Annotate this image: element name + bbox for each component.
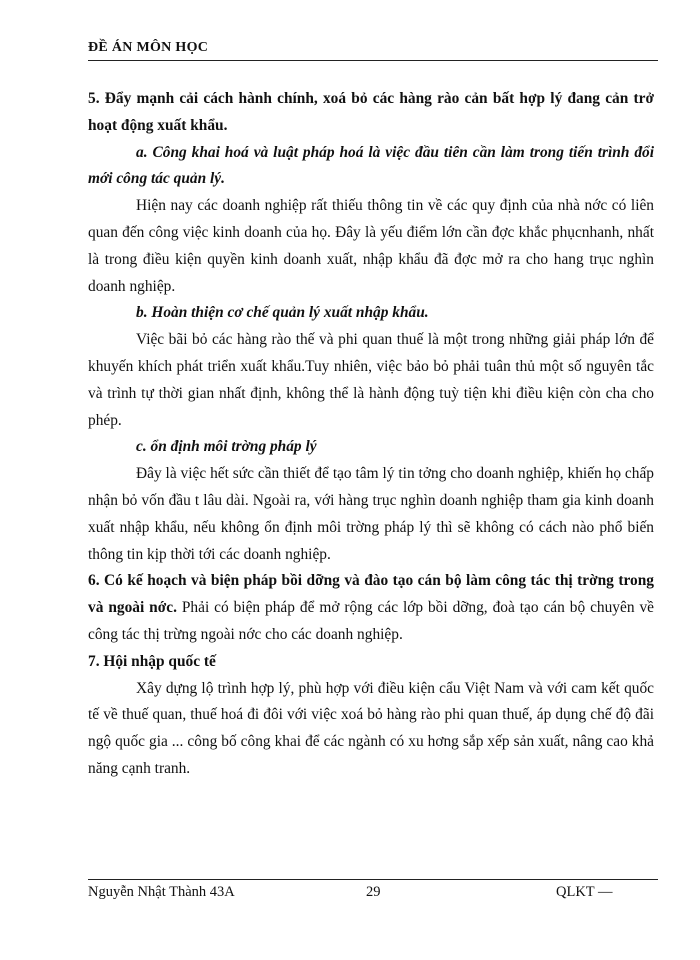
section-7-heading: 7. Hội nhập quốc tế xyxy=(88,652,216,670)
section-5c-heading: c. ổn định môi trờng pháp lý xyxy=(136,438,317,456)
section-5b-paragraph: Việc bãi bỏ các hàng rào thế và phi quan thuế là một trong những giải pháp lớn để khuyến khích phát triển xuất khẩu.Tuy nhiên, việc bảo bỏ phải tuân thủ một số nguyên tắc và trình tự thời gian nhất định, không thể là hành động tuỳ tiện khi điều kiện còn cha cho phép. xyxy=(88,331,654,429)
section-6 xyxy=(88,568,654,648)
section-7-paragraph: Xây dựng lộ trình hợp lý, phù hợp với điều kiện cẩu Việt Nam và với cam kết quốc tế về thuế quan, thuế hoá đi đôi với việc xoá bỏ hàng rào phi quan thuế, áp dụng chế độ đãi ngộ quốc gia ... công bố công khai để các ngành có xu hơng sắp xếp sản xuất, nâng cao khả năng cạnh tranh. xyxy=(88,679,654,777)
section-5b-heading: b. Hoàn thiện cơ chế quản lý xuất nhập khẩu. xyxy=(136,304,429,322)
section-6-text: Phải có biện pháp để mở rộng các lớp bồi dỡng, đoà tạo cán bộ chuyên về công tác thị trừng ngoài nớc cho các doanh nghiệp. xyxy=(88,599,654,643)
section-6-heading: 6. Có kế hoạch và biện pháp bồi dỡng và đào tạo cán bộ làm công tác thị trờng trong và ngoài nớc. xyxy=(88,572,654,617)
section-5a-paragraph: Hiện nay các doanh nghiệp rất thiếu thông tin về các quy định của nhà nớc có liên quan đến công việc kinh doanh của họ. Đây là yếu điểm lớn cần đợc khắc phụcnhanh, nhất là trong điều kiện quyền kinh doanh xuất, nhập khẩu đã đợc mở ra cho hang trục nghìn doanh nghiệp. xyxy=(88,197,654,295)
footer-author: Nguyễn Nhật Thành 43A xyxy=(88,884,235,900)
page-header: ĐỀ ÁN MÔN HỌC xyxy=(88,38,658,61)
footer-class: QLKT — xyxy=(556,884,613,900)
section-5c-paragraph: Đây là việc hết sức cần thiết để tạo tâm lý tin tởng cho doanh nghiệp, khiến họ chấp nhận bỏ vốn đầu t lâu dài. Ngoài ra, với hàng trục nghìn doanh nghiệp tham gia kinh doanh xuất nhập khẩu, nếu không ổn định môi trờng pháp lý thì sẽ không có cách nào phổ biến thông tin kịp thời tới các doanh nghiệp. xyxy=(88,465,654,563)
document-body xyxy=(88,86,654,783)
section-5a-heading: a. Công khai hoá và luật pháp hoá là việc đầu tiên cần làm trong tiến trình đổi mới công tác quản lý. xyxy=(88,143,654,188)
section-5-heading: 5. Đẩy mạnh cải cách hành chính, xoá bỏ các hàng rào cản bất hợp lý đang cản trở hoạt động xuất khẩu. xyxy=(88,90,654,134)
footer-page-number: 29 xyxy=(366,884,381,900)
footer-divider xyxy=(88,879,658,880)
